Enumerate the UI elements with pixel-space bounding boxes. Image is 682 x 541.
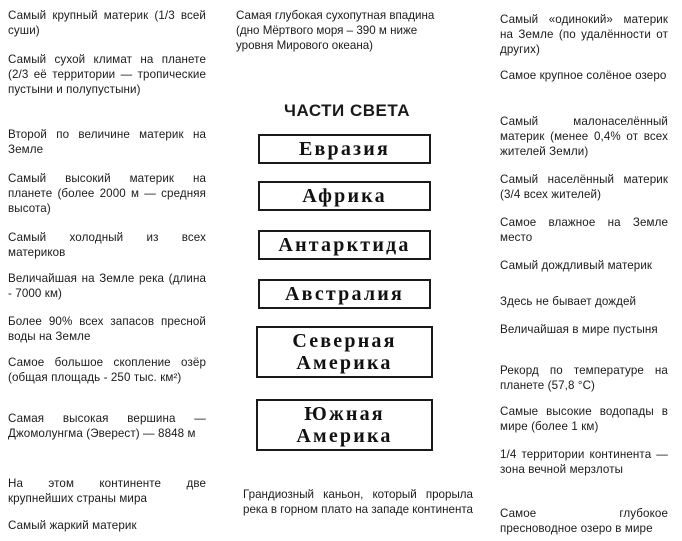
fact-left-11: Самый жаркий материк (8, 519, 137, 532)
continent-box-australia[interactable] (258, 279, 431, 309)
fact-right-2: Самое крупное солёное озеро (500, 69, 667, 82)
continent-box-antarctica[interactable] (258, 230, 431, 260)
continent-label-line2: Америка (296, 352, 393, 374)
fact-right-9: Рекорд по температуре на планете (57,8 °С) (500, 364, 668, 392)
fact-left-6: Величайшая на Земле река (длина - 7000 км) (8, 272, 206, 300)
continent-label: Австралия (284, 283, 405, 305)
center-top-fact: Самая глубокая сухопутная впадина (дно Мёртвого моря – 390 м ниже уровня Мирового океана) (236, 9, 435, 52)
continent-box-eurasia[interactable] (258, 134, 431, 164)
fact-right-1: Самый «одинокий» материк на Земле (по удалённости от других) (500, 13, 668, 56)
center-bottom-fact: Грандиозный каньон, который прорыла река в горном плато на западе континента (243, 488, 473, 516)
fact-right-5: Самое влажное на Земле место (500, 216, 668, 244)
fact-right-3: Самый малонаселённый материк (менее 0,4% от всех жителей Земли) (500, 115, 668, 158)
fact-right-6: Самый дождливый материк (500, 259, 653, 272)
fact-right-11: 1/4 территории континента — зона вечной мерзлоты (500, 448, 668, 476)
continent-label-line1: Северная (292, 330, 397, 352)
fact-left-4: Самый высокий материк на планете (более 2000 м — средняя высота) (8, 172, 206, 215)
fact-left-9: Самая высокая вершина — Джомолунгма (Эверест) — 8848 м (8, 412, 206, 440)
page-title: ЧАСТИ СВЕТА (284, 101, 410, 120)
continent-box-south-america[interactable] (256, 399, 433, 451)
fact-left-3: Второй по величине материк на Земле (8, 128, 206, 156)
continent-label-line1: Южная (304, 403, 385, 425)
continent-label: Евразия (298, 138, 391, 160)
fact-right-7: Здесь не бывает дождей (500, 295, 637, 308)
continent-box-north-america[interactable] (256, 326, 433, 378)
fact-left-1: Самый крупный материк (1/3 всей суши) (8, 9, 206, 37)
fact-right-4: Самый населённый материк (3/4 всех жителей) (500, 173, 668, 201)
fact-right-8: Величайшая в мире пустыня (500, 323, 658, 336)
fact-right-10: Самые высокие водопады в мире (более 1 км) (500, 405, 668, 433)
continent-box-africa[interactable] (258, 181, 431, 211)
continent-label-line2: Америка (296, 425, 393, 447)
continent-label: Африка (302, 185, 387, 207)
fact-left-10: На этом континенте две крупнейших страны мира (8, 477, 206, 505)
fact-left-5: Самый холодный из всех материков (8, 231, 206, 259)
fact-left-2: Самый сухой климат на планете (2/3 её территории — тропические пустыни и полупустыни) (8, 53, 206, 96)
fact-left-8: Самое большое скопление озёр (общая площадь - 250 тыс. км²) (8, 356, 206, 384)
fact-right-12: Самое глубокое пресноводное озеро в мире (500, 507, 668, 535)
continent-label: Антарктида (278, 234, 411, 256)
fact-left-7: Более 90% всех запасов пресной воды на Земле (8, 315, 206, 343)
